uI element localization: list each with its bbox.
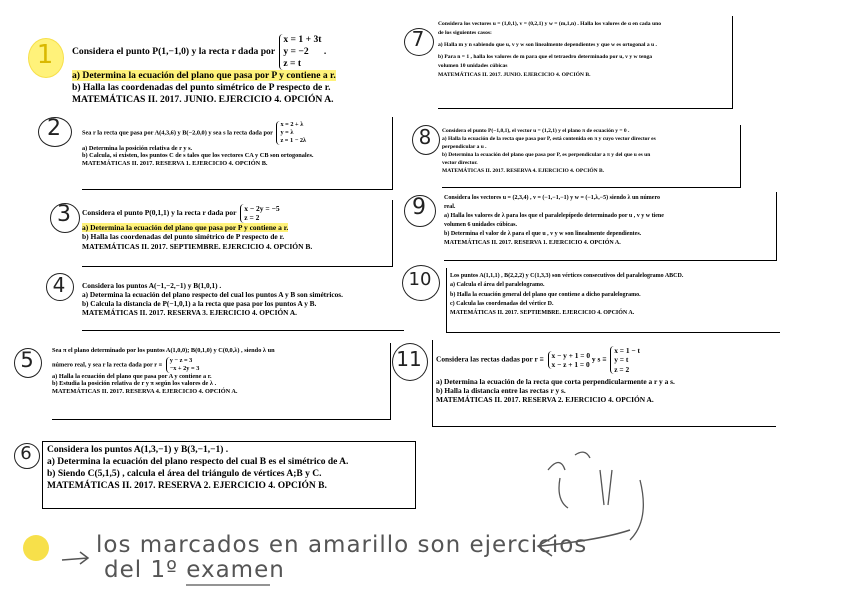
exercise-6-statement: Considera los puntos A(1,3,−1) y B(3,−1,−1) . [47,445,229,455]
exercise-8-part-b: b) Determina la ecuación del plano que pasa por P, es perpendicular a π y del que u es un [442,151,651,158]
exercise-4-statement: Considera los puntos A(−1,−2,−1) y B(1,0,1) . [82,281,222,290]
exercise-11-part-a: a) Determina la ecuación de la recta que corta perpendicularmente a r y a s. [436,376,675,386]
exercise-9-statement: Considera los vectores u = (2,3,4) , v = (−1,−1,−1) y w = (−1,λ,−5) siendo λ un número [444,195,661,201]
exercise-4-source: MATEMÁTICAS II. 2017. RESERVA 3. EJERCICIO 4. OPCIÓN A. [82,308,297,318]
exercise-5-statement: Sea π el plano determinado por los puntos A(1,0,0); B(0,1,0) y C(0,0,λ) , siendo λ un [52,347,275,354]
exercise-1-source: MATEMÁTICAS II. 2017. JUNIO. EJERCICIO 4. OPCIÓN A. [72,93,334,105]
exercise-7-part-b-cont: volumen 10 unidades cúbicas [438,62,508,69]
exercise-card-11 [432,340,776,427]
exercise-2-statement: Sea r la recta que pasa por A(4,3,6) y B(−2,0,0) y sea s la recta dada por [82,129,273,137]
exercise-6-part-b: b) Siendo C(5,1,5) , calcula el área del triángulo de vértices A;B y C. [47,468,322,479]
exercise-5-part-a: a) Halla la ecuación del plano que pasa por A y contiene a r. [52,372,212,380]
exercise-11-system-r: x − y + 1 = 0 x − z + 1 = 0 [548,351,591,370]
exercise-number-1: 1 [36,40,54,70]
exercise-3-part-b: b) Halla las coordenadas del punto simétrico de P respecto de r. [82,232,285,242]
exercise-11-part-b: b) Halla la distancia entre las rectas r y s. [436,386,566,395]
exercise-number-4: 4 [52,273,66,297]
exercise-7-line-1: Considera los vectores u = (1,0,1), v = (0,2,1) y w = (m,1,n) . Halla los valores de α en cada uno [438,21,662,27]
exercise-number-8: 8 [418,125,432,149]
exercise-number-2: 2 [47,116,61,141]
exercise-8-part-a: a) Halla la ecuación de la recta que pasa por P, está contenida en π y cuyo vector director es [442,135,656,142]
exercise-5-source: MATEMÁTICAS II. 2017. RESERVA 4. EJERCICIO 4. OPCIÓN A. [52,388,238,396]
exercise-8-part-a-cont: perpendicular a u . [442,143,487,150]
exercise-card-8 [442,125,741,188]
exercise-3-system: x − 2y = −5 z = 2 [240,204,279,223]
exercise-card-4 [82,278,404,331]
exercise-9-statement-cont: real. [444,204,456,210]
exercise-number-9: 9 [412,195,426,220]
exercise-10-part-c: c) Calcula las coordenadas del vértice D. [450,300,554,307]
exercise-7-part-a: a) Halla m y n sabiendo que u, v y w son linealmente dependientes y que w es ortogonal a u . [438,41,657,48]
exercise-number-6: 6 [20,443,32,464]
exercise-number-7: 7 [411,27,425,51]
arrow-icon [62,552,88,564]
face-doodle-icon [548,452,643,540]
exercise-7-line-2: de los siguientes casos: [438,29,492,36]
exercise-7-source: MATEMÁTICAS II. 2017. JUNIO. EJERCICIO 4. OPCIÓN B. [438,71,591,78]
exercise-2-source: MATEMÁTICAS II. 2017. RESERVA 1. EJERCICIO 4. OPCIÓN B. [82,160,268,168]
exercise-4-part-b: b) Calcula la distancia de P(−1,0,1) a la recta que pasa por los puntos A y B. [82,299,317,309]
exercise-1-part-b: b) Halla las coordenadas del punto simétrico de P respecto de r. [72,81,331,93]
exercise-card-10 [446,268,780,333]
exercise-6-part-a: a) Determina la ecuación del plano respecto del cual B es el simétrico de A. [47,456,349,467]
exercise-card-2 [82,117,393,190]
exercise-card-3 [82,200,393,267]
exercise-2-part-a: a) Determina la posición relativa de r y s. [82,144,193,152]
exercise-5-system: y − z = 3 −x + 2y = 3 [166,357,200,373]
exercise-number-11: 11 [396,347,422,371]
exercise-4-part-a: a) Determina la ecuación del plano respecto del cual los puntos A y B son simétricos. [82,290,343,300]
exercise-11-source: MATEMÁTICAS II. 2017. RESERVA 2. EJERCICIO 4. OPCIÓN A. [436,395,654,405]
exercise-10-source: MATEMÁTICAS II. 2017. SEPTIEMBRE. EJERCICIO 4. OPCIÓN A. [450,310,635,317]
exercise-1-system: x = 1 + 3t y = −2 z = t [279,34,321,70]
exercise-9-part-b: b) Determina el valor de λ para el que u , v y w son linealmente dependientes. [444,231,642,237]
yellow-dot-icon [23,535,49,561]
exercise-card-6 [42,441,416,509]
exercise-card-9 [444,192,777,261]
exercise-10-part-a: a) Calcula el área del paralelogramo. [450,282,545,289]
exercise-card-7 [438,16,733,109]
exercise-2-system: x = 2 + λ y = λ z = 1 − 2λ [276,121,306,145]
exercise-1-statement: Considera el punto P(1,−1,0) y la recta r dada por [72,46,275,58]
exercise-8-part-b-cont: vector director. [442,159,478,166]
exercise-number-5: 5 [20,348,34,372]
exercise-7-part-b: b) Para n = 1 , halla los valores de m para que el tetraedro determinado por u, v y w tenga [438,53,653,60]
exercise-11-statement: Considera las rectas dadas por r ≡ [436,354,544,364]
exercise-8-statement: Considera el punto P(−1,0,1), el vector u = (1,2,1) y el plano π de ecuación y = 0 . [442,128,630,134]
exercise-10-part-b: b) Halla la ecuación general del plano que contiene a dicho paralelogramo. [450,291,641,298]
exercise-9-part-a-cont: volumen 6 unidades cúbicas. [444,222,518,228]
exercise-9-source: MATEMÁTICAS II. 2017. RESERVA 1. EJERCICIO 4. OPCIÓN A. [444,240,621,246]
exercise-3-source: MATEMÁTICAS II. 2017. SEPTIEMBRE. EJERCICIO 4. OPCIÓN B. [82,241,313,251]
exercise-6-source: MATEMÁTICAS II. 2017. RESERVA 2. EJERCICIO 4. OPCIÓN B. [47,480,327,491]
exercise-3-statement: Considera el punto P(0,1,1) y la recta r dada por [82,208,237,218]
exercise-8-source: MATEMÁTICAS II. 2017. RESERVA 4. EJERCICIO 4. OPCIÓN B. [442,167,605,174]
exercise-card-5 [52,343,391,420]
exercise-11-system-s: x = 1 − t y = t z = 2 [610,346,640,374]
exercise-5-part-b: b) Estudia la posición relativa de r y π según los valores de λ . [52,380,217,388]
handwritten-note-line-1: los marcados en amarillo son ejercicios [96,532,588,558]
exercise-2-part-b: b) Calcula, si existen, los puntos C de s tales que los vectores CA y CB son ortogonales. [82,152,314,160]
exercise-3-part-a: a) Determina la ecuación del plano que pasa por P y contiene a r. [82,222,289,232]
exercise-number-10: 10 [408,269,432,290]
handwritten-note-line-2: del 1º examen [104,557,285,583]
exercise-11-statement-2: y s ≡ [591,354,607,364]
exercise-9-part-a: a) Halla los valores de λ para los que el paralelepípedo determinado por u , v y w tiene [444,213,664,219]
exercise-1-part-a: a) Determina la ecuación del plano que pasa por P y contiene a r. [72,69,336,81]
exercise-card-1: Considera el punto P(1,−1,0) y la recta r dada por x = 1 + 3t y = −2 z = t . a) Determina la ecuación del plano que pasa por P y contiene a r. b) Halla las coordenadas del punto simétrico de P respecto de r. MATEMÁTICAS II. 2017. JUNIO. EJERCICIO 4. OPCIÓN A. [72,26,402,104]
exercise-10-statement: Los puntos A(1,1,1) , B(2,2,2) y C(1,3,3) son vértices consecutivos del paralelogramo ABCD. [450,273,684,279]
underlined-word: examen [186,557,285,583]
exercise-5-statement-2: número real, y sea r la recta dada por r ≡ [52,361,163,369]
exercise-number-3: 3 [57,202,71,227]
